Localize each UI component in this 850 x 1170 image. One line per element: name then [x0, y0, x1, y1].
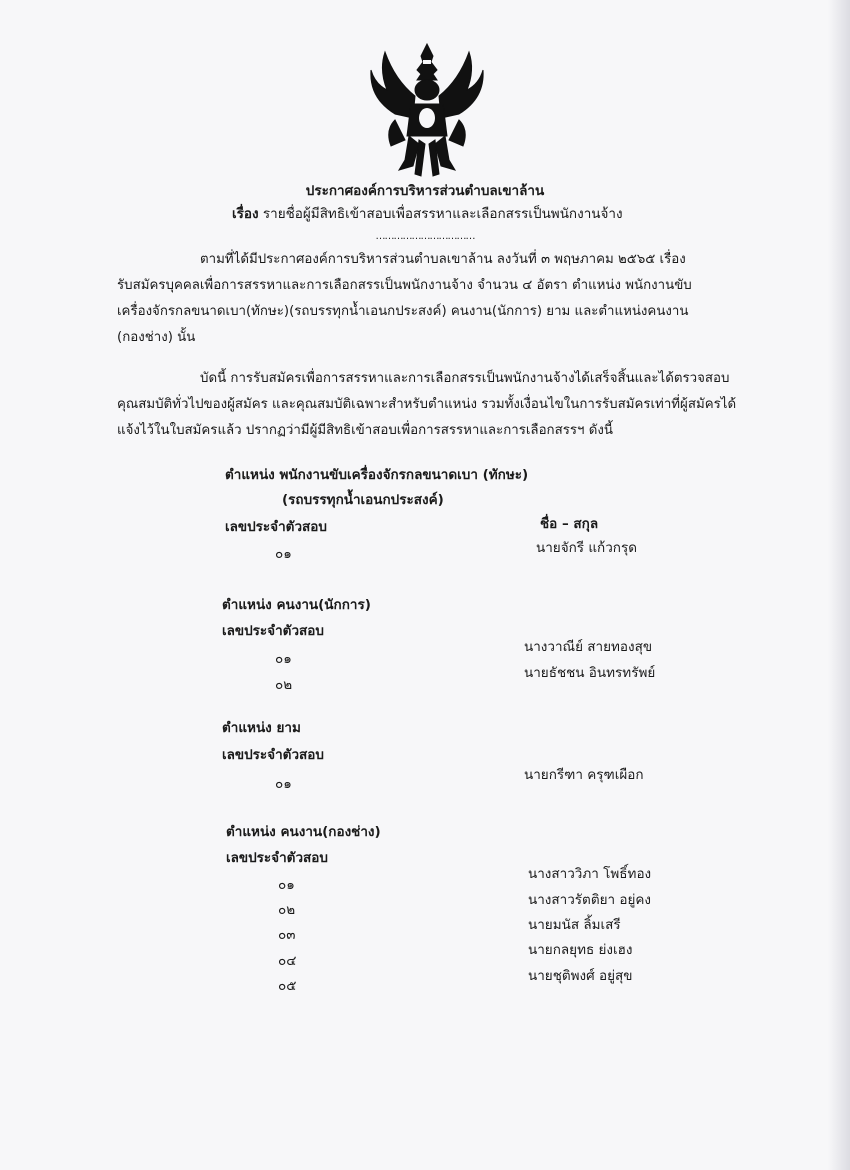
paragraph-1: [117, 247, 753, 351]
section-3-row-1-number: ๐๑: [275, 776, 292, 792]
paragraph-1-line-2: รับสมัครบุคคลเพื่อการสรรหาและการเลือกสรรเป็นพนักงานจ้าง จำนวน ๔ อัตรา ตำแหน่ง พนักงานขับ: [117, 278, 692, 293]
section-4-row-4-name: นายกลยุทธ ย่งเฮง: [528, 942, 633, 958]
section-2-row-2-number: ๐๒: [275, 677, 293, 693]
section-3-row-1-name: นายกรีฑา ครุฑเผือก: [524, 767, 644, 783]
separator-dots: ……………………………: [375, 231, 475, 242]
subject-label: เรื่อง: [232, 206, 259, 222]
section-4-heading: ตำแหน่ง คนงาน(กองช่าง): [226, 824, 381, 840]
paragraph-2: [117, 366, 753, 444]
section-4-row-5-number: ๐๕: [278, 978, 297, 994]
section-1-heading-line-2: (รถบรรทุกน้ำเอนกประสงค์): [282, 492, 444, 508]
section-4-row-3-name: นายมนัส ลิ้มเสรี: [528, 917, 621, 933]
subject-line: [232, 205, 623, 223]
announcement-title: ประกาศองค์การบริหารส่วนตำบลเขาล้าน: [305, 183, 545, 199]
section-1-row-1-number: ๐๑: [275, 546, 292, 562]
section-4-row-2-number: ๐๒: [278, 902, 296, 918]
section-3-id-label: เลขประจำตัวสอบ: [222, 747, 324, 763]
section-2-row-1-name: นางวาณีย์ สายทองสุข: [524, 639, 653, 655]
section-3-heading: ตำแหน่ง ยาม: [222, 720, 301, 736]
paragraph-1-line-1: ตามที่ได้มีประกาศองค์การบริหารส่วนตำบลเขาล้าน ลงวันที่ ๓ พฤษภาคม ๒๕๖๕ เรื่อง: [200, 252, 686, 267]
section-4-row-1-name: นางสาววิภา โพธิ์ทอง: [528, 866, 652, 882]
section-2-id-label: เลขประจำตัวสอบ: [222, 623, 324, 639]
section-4-row-5-name: นายชุติพงศ์ อยู่สุข: [528, 968, 633, 984]
section-4-row-4-number: ๐๔: [278, 953, 297, 969]
section-4-id-label: เลขประจำตัวสอบ: [226, 850, 328, 866]
section-4-row-3-number: ๐๓: [278, 927, 296, 943]
section-2-row-2-name: นายธัชชน อินทรทรัพย์: [524, 665, 656, 681]
paragraph-2-line-1: บัดนี้ การรับสมัครเพื่อการสรรหาและการเลือกสรรเป็นพนักงานจ้างได้เสร็จสิ้นและได้ตรวจสอบ: [200, 371, 730, 386]
paragraph-1-line-4: (กองช่าง) นั้น: [117, 330, 196, 345]
section-1-id-label: เลขประจำตัวสอบ: [225, 519, 327, 535]
paragraph-1-line-3: เครื่องจักรกลขนาดเบา(ทักษะ)(รถบรรทุกน้ำเอนกประสงค์) คนงาน(นักการ) ยาม และตำแหน่งคนงาน: [117, 304, 689, 319]
section-2-heading: ตำแหน่ง คนงาน(นักการ): [222, 597, 371, 613]
name-column-label: ชื่อ – สกุล: [540, 516, 599, 532]
subject-text: รายชื่อผู้มีสิทธิเข้าสอบเพื่อสรรหาและเลือกสรรเป็นพนักงานจ้าง: [262, 206, 623, 222]
section-4-row-2-name: นางสาวรัตติยา อยู่คง: [528, 892, 652, 908]
section-2-row-1-number: ๐๑: [275, 651, 292, 667]
scan-edge-shadow: [828, 0, 850, 1170]
garuda-emblem-icon: [365, 40, 490, 180]
section-1-heading: ตำแหน่ง พนักงานขับเครื่องจักรกลขนาดเบา (ทักษะ): [225, 467, 529, 483]
paragraph-2-line-2: คุณสมบัติทั่วไปของผู้สมัคร และคุณสมบัติเฉพาะสำหรับตำแหน่ง รวมทั้งเงื่อนไขในการรับสมัครเท่าที่ผู้สมัครได้: [117, 397, 737, 412]
paragraph-2-line-3: แจ้งไว้ในใบสมัครแล้ว ปรากฏว่ามีผู้มีสิทธิเข้าสอบเพื่อการสรรหาและการเลือกสรรฯ ดังนี้: [117, 423, 613, 438]
section-1-row-1-name: นายจักรี แก้วกรุด: [536, 540, 637, 556]
section-4-row-1-number: ๐๑: [278, 877, 295, 893]
